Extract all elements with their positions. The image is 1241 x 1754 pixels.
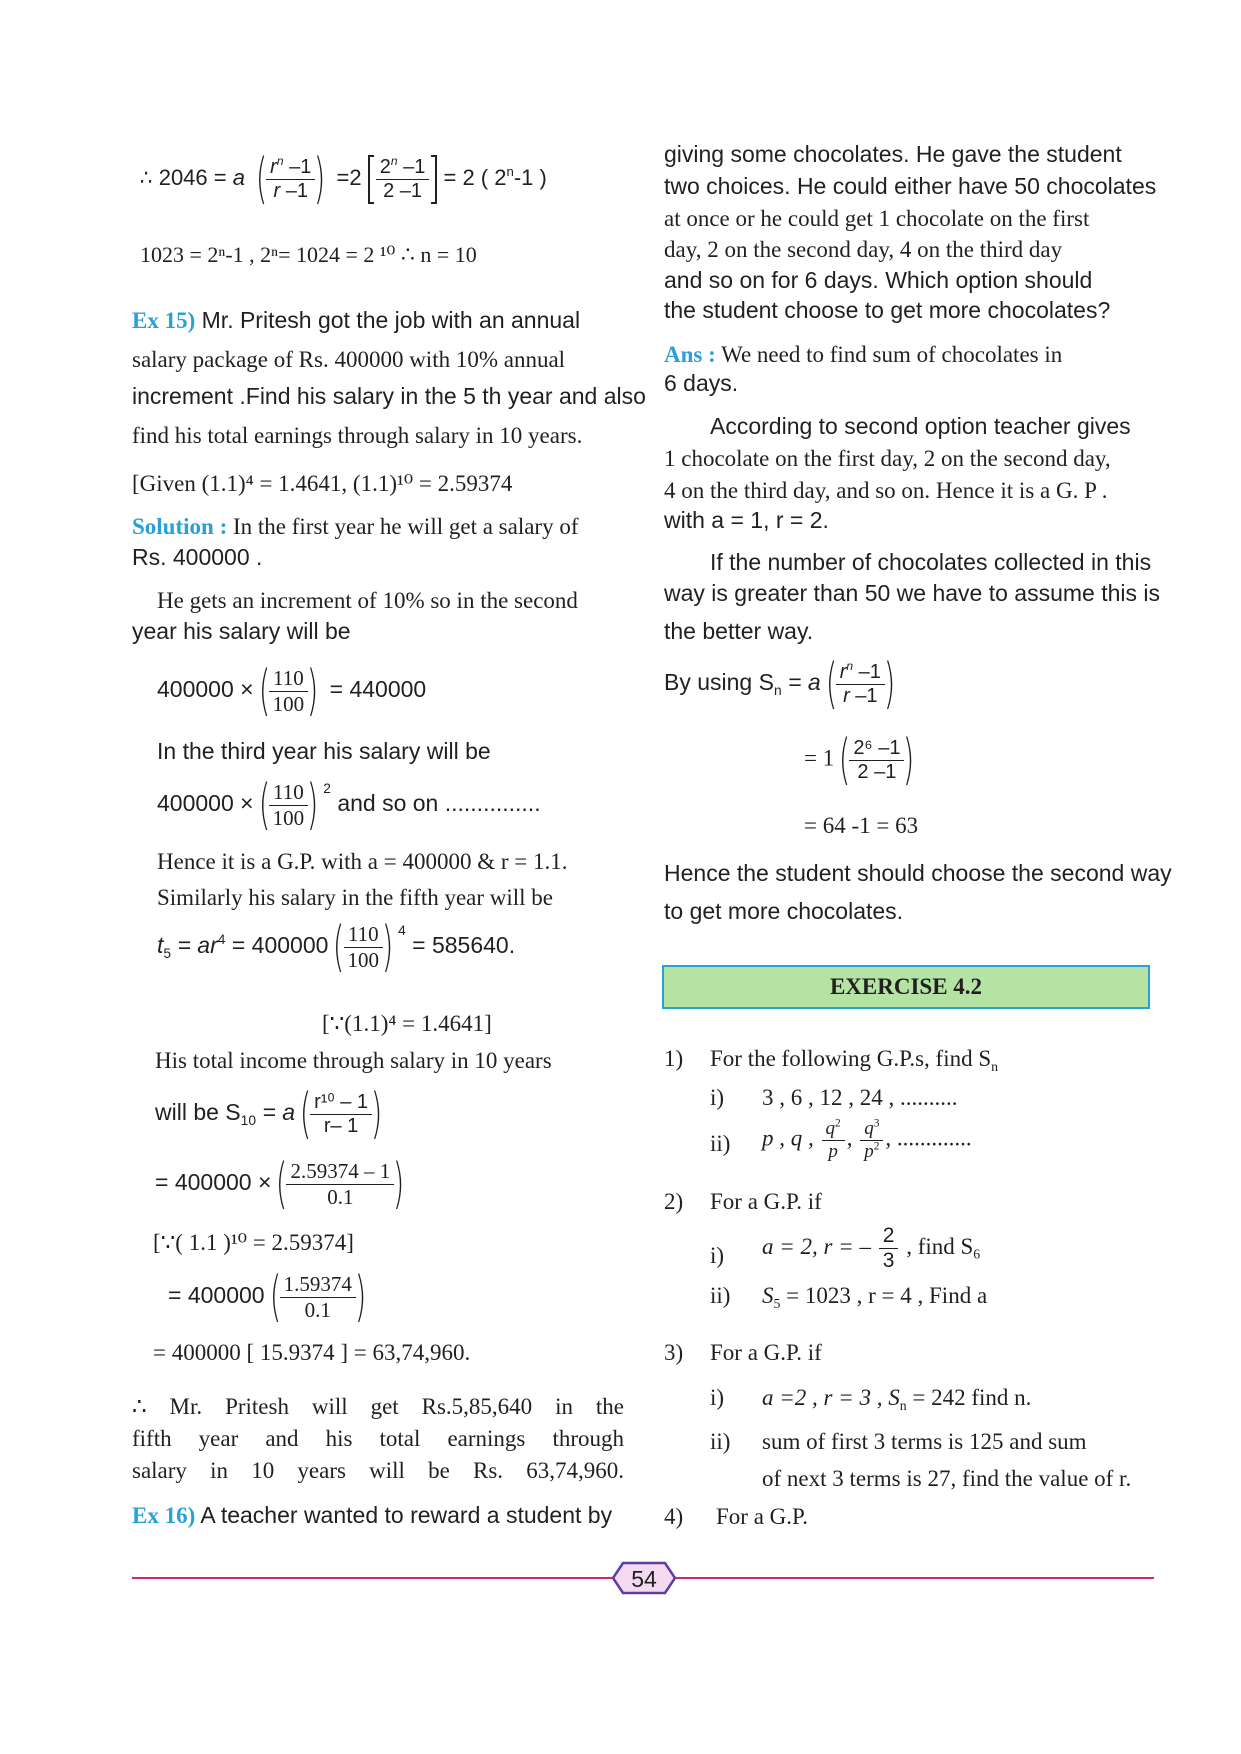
footer-rule-left [132, 1577, 614, 1579]
q4-text: For a G.P. [716, 1504, 809, 1529]
q3-text: For a G.P. if [710, 1340, 822, 1365]
q1-text: For the following G.P.s, find $S_n$ [710, 1046, 999, 1074]
q2-number: 2) [664, 1189, 684, 1214]
if-line-3: the better way. [664, 618, 814, 644]
q3-i-number: i) [710, 1385, 725, 1410]
ex15-line-1: Ex 15) Mr. Pritesh got the job with an annual [132, 307, 581, 333]
according-line-3: 4 on the third day, and so on. Hence it is a G. P . [664, 478, 1108, 503]
conclusion-line-2: fifth year and his total earnings through [132, 1426, 624, 1451]
third-year-text: In the third year his salary will be [157, 738, 491, 764]
ex16-text-line-6: the student choose to get more chocolates? [664, 297, 1111, 323]
answer-line-2: 6 days. [664, 370, 739, 396]
q1-ii-text: p , q , $\frac{q^2}{p}$ , $\frac{q^3}{p^2}$ , ............. [762, 1117, 972, 1162]
q2-text: For a G.P. if [710, 1189, 822, 1214]
solution-label: Solution : [132, 514, 228, 539]
ex15-line-2: salary package of Rs. 400000 with 10% annual [132, 347, 566, 372]
ex16-line-1: Ex 16) A teacher wanted to reward a student by [132, 1502, 613, 1528]
ex16-label: Ex 16) [132, 1503, 196, 1528]
because-1-1-pow-4: [∵(1.1)⁴ = 1.4641] [322, 1011, 492, 1036]
calc-s6: = 1( $\frac{\text{2⁶ –1}}{2 -1}$ ) [804, 728, 915, 791]
hence-line-1: Hence the student should choose the second way [664, 860, 1172, 886]
page-number: 54 [631, 1566, 657, 1592]
conclusion-line-3: salary in 10 years will be Rs. 63,74,960. [132, 1458, 624, 1483]
if-line-1: If the number of chocolates collected in this [710, 549, 1152, 575]
calc-third-year: 400000 ×( $\frac{110}{100}$ ) $^2$ and so on ............... [157, 773, 541, 836]
calc-s10-step-1: = 400000 ×( $\frac{2.59374 - 1}{0.1}$ ) [155, 1152, 405, 1215]
solution-line-1: Solution : In the first year he will get a salary of [132, 514, 579, 539]
total-income-text: His total income through salary in 10 years [155, 1048, 552, 1073]
gp-statement: Hence it is a G.P. with a = 400000 & r = 1.1. [157, 849, 568, 874]
similarly-text: Similarly his salary in the fifth year will be [157, 885, 554, 910]
by-using-sn: By using $S_n = a$( $\frac{r^n -1}{r -1}$ ) [664, 652, 896, 715]
ex16-text-line-3: at once or he could get 1 chocolate on the first [664, 206, 1090, 231]
if-line-2: way is greater than 50 we have to assume this is [664, 580, 1161, 606]
q4-number: 4) [664, 1504, 684, 1529]
answer-line-1: Ans : We need to find sum of chocolates in [664, 342, 1063, 367]
answer-label: Ans : [664, 342, 716, 367]
q1-i-text: 3 , 6 , 12 , 24 , .......... [762, 1085, 958, 1110]
q3-number: 3) [664, 1340, 684, 1365]
calc-s10-step-2: = 400000( $\frac{1.59374}{0.1}$ ) [168, 1265, 367, 1328]
q1-number: 1) [664, 1046, 684, 1071]
ex16-text-line-4: day, 2 on the second day, 4 on the third day [664, 237, 1063, 262]
footer-rule-right [674, 1577, 1154, 1579]
equation-n-equals-10: 1023 = 2ⁿ-1 , 2ⁿ= 1024 = 2 ¹⁰ ∴ n = 10 [140, 242, 477, 267]
q3-ii-line-2: of next 3 terms is 27, find the value of r. [762, 1466, 1132, 1491]
according-line-2: 1 chocolate on the first day, 2 on the second day, [664, 446, 1111, 471]
ex15-label: Ex 15) [132, 308, 196, 333]
equation-2046: ∴ 2046 = a ( $\frac{r^n -1}{r -1}$ ) =2 $\frac{2^n -1}{2 -1}$ = 2 ( 2$^n$-1 ) [140, 147, 547, 210]
hence-line-2: to get more chocolates. [664, 898, 904, 924]
q3-i-text: a =2 , r = 3 , $S_n = 242$ find n. [762, 1385, 1032, 1413]
s10-formula: will be $S_{10} = a$( $\frac{\text{r¹⁰ – 1}}{r- 1}$ ) [155, 1082, 383, 1145]
q2-i-number: i) [710, 1243, 725, 1268]
ex16-text-line-5: and so on for 6 days. Which option should [664, 267, 1093, 293]
ex15-line-4: find his total earnings through salary in 10 years. [132, 423, 583, 448]
page-number-badge [611, 1561, 677, 1595]
q2-ii-number: ii) [710, 1283, 731, 1308]
q2-ii-text: $S_5 = 1023$ , r = 4 , Find a [762, 1283, 988, 1311]
given-values: [Given (1.1)⁴ = 1.4641, (1.1)¹⁰ = 2.59374 [132, 471, 513, 496]
exercise-heading: EXERCISE 4.2 [662, 965, 1150, 1009]
q1-i-number: i) [710, 1085, 725, 1110]
calc-s10-result: = 400000 [ 15.9374 ] = 63,74,960. [153, 1340, 471, 1365]
increment-line-1: He gets an increment of 10% so in the second [157, 588, 578, 613]
calc-second-year: 400000 ×( $\frac{110}{100}$ ) = 440000 [157, 659, 427, 722]
according-line-4: with a = 1, r = 2. [664, 507, 829, 533]
q3-ii-number: ii) [710, 1429, 731, 1454]
ex16-text-line-1: giving some chocolates. He gave the student [664, 141, 1122, 167]
t5-calculation: $t_5 = ar^4 = 400000$( $\frac{110}{100}$ ) $^4$ = 585640. [157, 915, 516, 978]
increment-line-2: year his salary will be [132, 618, 351, 644]
q2-i-text: a = 2, r = – $\frac{2}{3}$ , find $S_6$ [762, 1224, 981, 1273]
because-1-1-pow-10: [∵( 1.1 )¹⁰ = 2.59374] [153, 1230, 354, 1255]
q1-ii-number: ii) [710, 1131, 731, 1156]
conclusion-line-1: ∴ Mr. Pritesh will get Rs.5,85,640 in the [132, 1394, 624, 1419]
ex16-text-line-2: two choices. He could either have 50 chocolates [664, 173, 1157, 199]
ex15-line-3: increment .Find his salary in the 5 th year and also [132, 383, 646, 409]
solution-line-2: Rs. 400000 . [132, 544, 263, 570]
calc-s6-result: = 64 -1 = 63 [804, 813, 919, 838]
according-line-1: According to second option teacher gives [710, 413, 1131, 439]
q3-ii-line-1: sum of first 3 terms is 125 and sum [762, 1429, 1087, 1454]
